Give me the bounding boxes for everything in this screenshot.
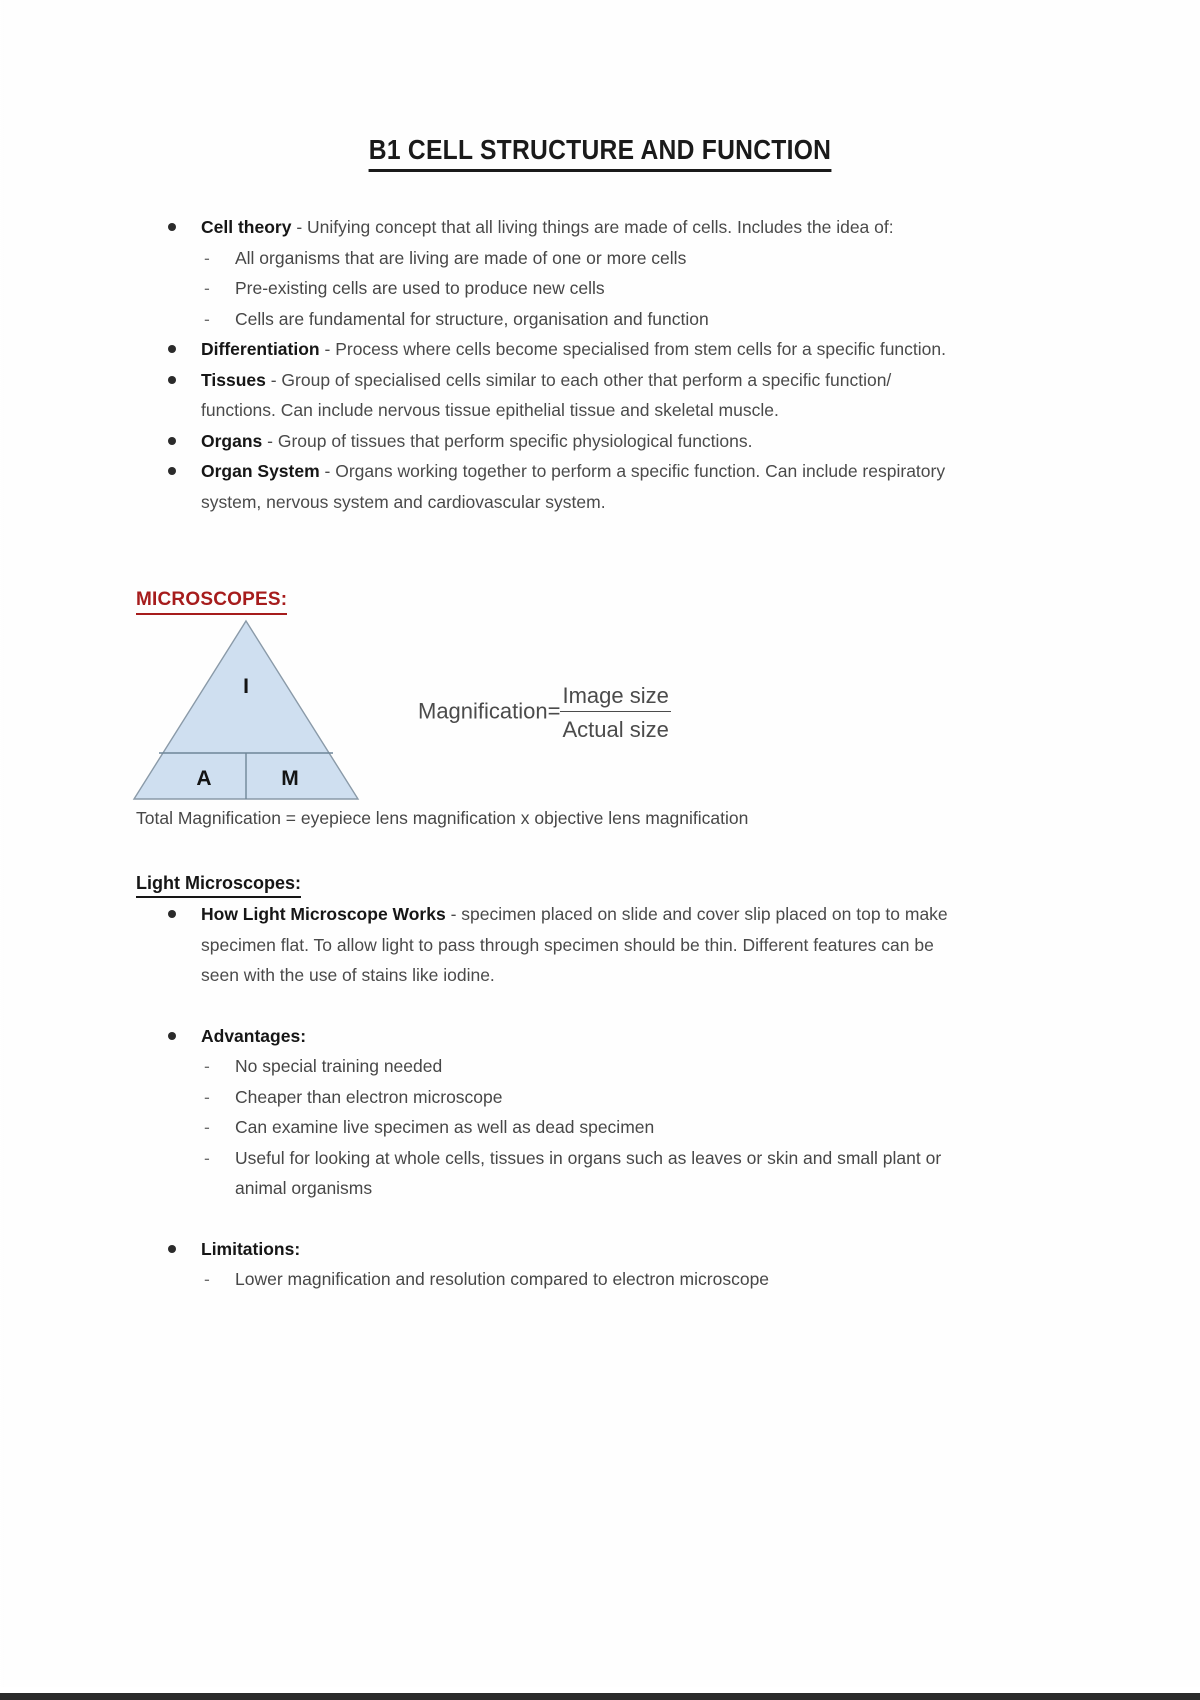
list-item — [168, 1021, 968, 1052]
light-microscopes-list — [168, 899, 968, 1295]
sub-list-item — [168, 1082, 968, 1113]
triangle-label-actual-size: A — [196, 767, 212, 790]
list-item — [168, 212, 968, 243]
bullet-icon — [168, 910, 176, 918]
total-magnification-text: Total Magnification = eyepiece lens magnification x objective lens magnification — [136, 808, 749, 828]
bullet-icon — [168, 437, 176, 445]
sub-list-text: No special training needed — [235, 1056, 443, 1076]
sub-list-text: Cheaper than electron microscope — [235, 1086, 503, 1107]
dash-bullet-icon: - — [204, 278, 210, 298]
definition-text: Unifying concept that all living things are made of cells. Includes the idea of: — [307, 217, 894, 237]
list-item — [168, 1234, 968, 1265]
definition-term: Differentiation — [201, 339, 320, 359]
magnification-formula — [418, 682, 671, 743]
definition-text: specimen placed on slide and cover slip placed on top to make specimen flat. To allow light to pass through specimen should be thin. Different features can be seen with the use of stains like iodine. — [201, 904, 948, 985]
definition-text: Process where cells become specialised from stem cells for a specific function. — [335, 339, 946, 359]
definition-separator: - — [319, 339, 336, 359]
sub-list-text: Can examine live specimen as well as dead specimen — [235, 1117, 655, 1137]
definition-text: Group of tissues that perform specific physiological functions. — [277, 430, 753, 451]
page-title — [72, 134, 1128, 172]
bullet-icon — [168, 1245, 176, 1253]
bullet-icon — [168, 467, 176, 475]
dash-bullet-icon: - — [204, 1117, 210, 1137]
bullet-icon — [168, 1032, 176, 1040]
dash-bullet-icon: - — [204, 247, 210, 268]
bullet-icon — [168, 223, 176, 231]
definition-separator: - — [445, 904, 462, 924]
list-item — [168, 426, 968, 457]
sub-list-item — [168, 1264, 968, 1295]
triangle-label-image-size: I — [243, 675, 249, 698]
definition-separator: - — [262, 430, 278, 451]
microscopes-heading — [136, 589, 287, 615]
page-title-text: B1 CELL STRUCTURE AND FUNCTION — [369, 134, 831, 172]
page-left-edge — [0, 0, 4, 1700]
dash-bullet-icon: - — [204, 1056, 210, 1076]
sub-list-text: Lower magnification and resolution compared to electron microscope — [235, 1269, 770, 1289]
definition-separator: - — [265, 369, 282, 390]
sub-list-text: Cells are fundamental for structure, organisation and function — [235, 308, 709, 329]
definition-term: Organ System — [201, 461, 320, 481]
sub-list-item — [168, 1051, 968, 1082]
light-microscopes-heading-text: Light Microscopes: — [136, 873, 301, 898]
sub-list — [168, 1264, 968, 1295]
sub-list-item — [168, 273, 968, 304]
sub-list — [168, 1051, 968, 1204]
light-microscopes-heading — [136, 873, 301, 898]
definition-text: Organs working together to perform a specific function. Can include respiratory system, nervous system and cardiovascular system. — [201, 461, 946, 512]
dash-bullet-icon: - — [204, 1269, 210, 1289]
definition-separator: - — [319, 461, 336, 481]
bullet-icon — [168, 345, 176, 353]
list-item — [168, 365, 968, 426]
definition-term: Organs — [201, 430, 263, 451]
dash-bullet-icon: - — [204, 1086, 210, 1107]
sub-list-item — [168, 304, 968, 335]
formula-denominator: Actual size — [562, 716, 669, 742]
definition-term: Cell theory — [201, 217, 292, 237]
definition-term: How Light Microscope Works — [201, 904, 446, 924]
sub-list-text: Pre-existing cells are used to produce new cells — [235, 278, 605, 298]
microscopes-heading-text: MICROSCOPES: — [136, 589, 287, 615]
list-item — [168, 334, 968, 365]
definition-term: Limitations: — [201, 1238, 301, 1259]
definition-text: Group of specialised cells similar to each other that perform a specific function/ functions. Can include nervous tissue epithelial tissue and skeletal muscle. — [201, 369, 892, 420]
bullet-icon — [168, 376, 176, 384]
sub-list-text: All organisms that are living are made of one or more cells — [235, 247, 687, 268]
list-spacer — [168, 991, 968, 1021]
sub-list-text: Useful for looking at whole cells, tissues in organs such as leaves or skin and small plant or animal organisms — [235, 1147, 942, 1198]
definitions-list — [168, 212, 968, 517]
sub-list — [168, 243, 968, 335]
formula-fraction — [560, 682, 670, 743]
sub-list-item — [168, 1143, 968, 1204]
list-item — [168, 456, 968, 517]
sub-list-item — [168, 243, 968, 274]
sub-list-item — [168, 1112, 968, 1143]
definition-term: Advantages: — [201, 1025, 307, 1046]
triangle-label-magnification: M — [281, 767, 299, 790]
magnification-triangle-diagram — [130, 617, 362, 803]
dash-bullet-icon: - — [204, 1147, 210, 1168]
dash-bullet-icon: - — [204, 308, 210, 329]
page-bottom-edge — [0, 1693, 1200, 1700]
definition-term: Tissues — [201, 369, 266, 390]
formula-left-side: Magnification= — [418, 698, 561, 724]
formula-numerator: Image size — [560, 682, 670, 712]
list-spacer — [168, 1204, 968, 1234]
list-item — [168, 899, 968, 991]
definition-separator: - — [291, 217, 308, 237]
